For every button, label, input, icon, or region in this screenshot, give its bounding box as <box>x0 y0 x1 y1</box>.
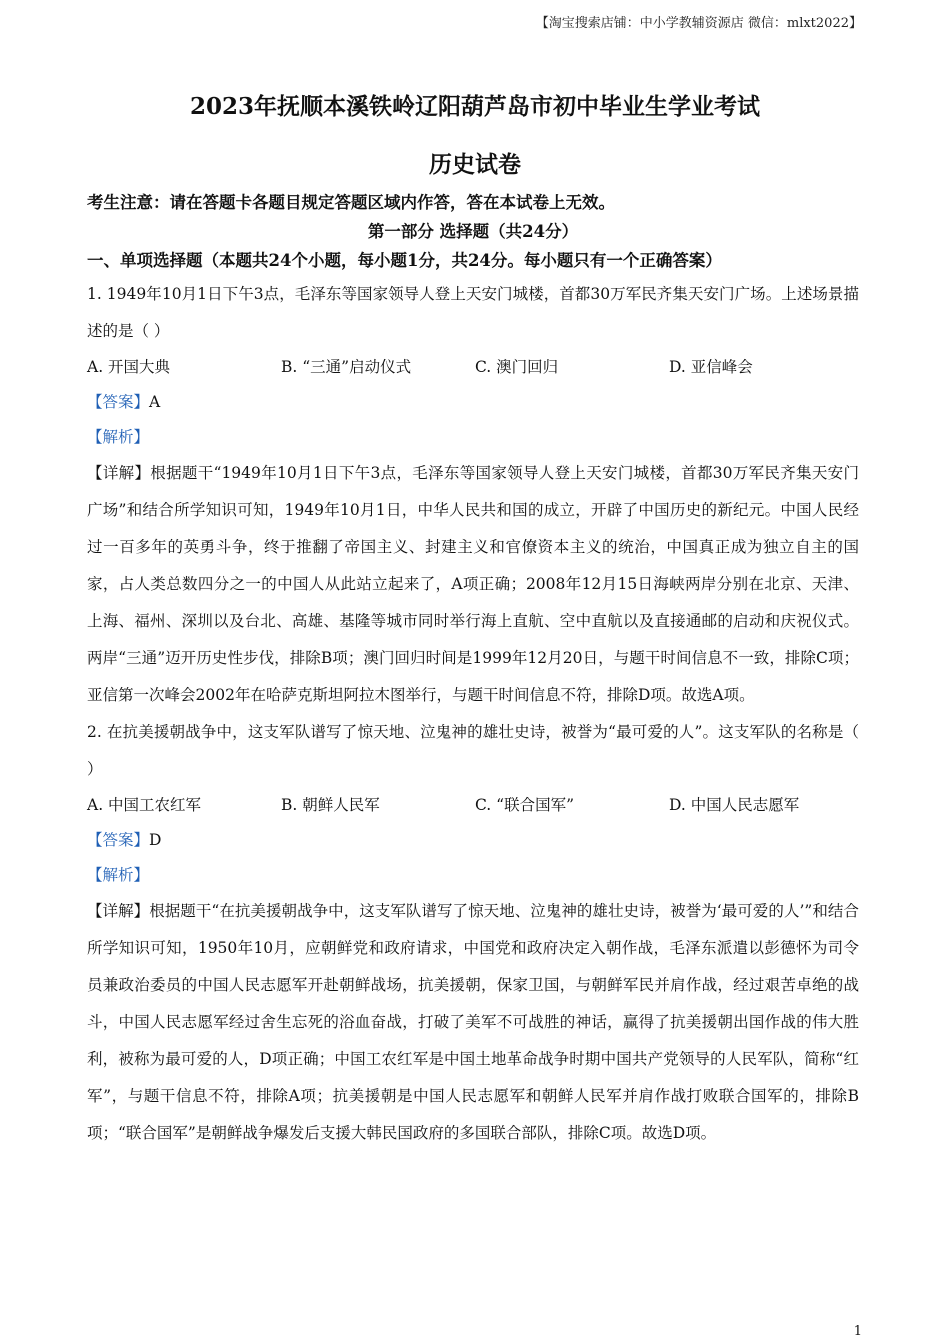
section-title: 一、单项选择题（本题共24个小题，每小题1分，共24分。每小题只有一个正确答案） <box>87 251 722 270</box>
detail-paragraph <box>87 893 859 1152</box>
detail-paragraph <box>87 455 859 714</box>
answer-label: 【答案】 <box>87 393 150 411</box>
option-d: D. 亚信峰会 <box>669 358 753 376</box>
option-a: A. 开国大典 <box>87 358 171 376</box>
question-stem: 1. 1949年10月1日下午3点，毛泽东等国家领导人登上天安门城楼，首都30万军民齐集天安门广场。上述场景描述的是（ ） <box>87 285 859 340</box>
option-a: A. 中国工农红军 <box>87 796 202 814</box>
detail-text: 根据题干“1949年10月1日下午3点，毛泽东等国家领导人登上天安门城楼，首都30万军民齐集天安门广场”和结合所学知识可知，1949年10月1日，中华人民共和国的成立，开辟了中国历史的新纪元。中国人民经过一百多年的英勇斗争，终于推翻了帝国主义、封建主义和官僚资本主义的统治，中国真正成为独立自主的国家，占人类总数四分之一的中国人从此站立起来了，A项正确；2008年12月15日海峡两岸分别在北京、天津、上海、福州、深圳以及台北、高雄、基隆等城市同时举行海上直航、空中直航以及直接通邮的启动和庆祝仪式。两岸“三通”迈开历史性步伐，排除B项；澳门回归时间是1999年12月20日，与题干时间信息不一致，排除C项；亚信第一次峰会2002年在哈萨克斯坦阿拉木图举行，与题干时间信息不符，排除D项。故选A项。 <box>87 464 859 704</box>
answer-line <box>87 823 859 858</box>
option-d: D. 中国人民志愿军 <box>669 796 800 814</box>
option-b: B. 朝鲜人民军 <box>281 796 380 814</box>
detail-label: 【详解】 <box>87 902 150 920</box>
exam-notice: 考生注意：请在答题卡各题目规定答题区域内作答，答在本试卷上无效。 <box>87 193 615 212</box>
document-body <box>87 188 859 1152</box>
options-row <box>87 788 859 823</box>
option-c: C. “联合国军” <box>475 796 575 814</box>
answer-value: A <box>149 393 161 411</box>
page-number: 1 <box>853 1324 862 1339</box>
analysis-label: 【解析】 <box>87 428 150 446</box>
part-title: 第一部分 选择题（共24分） <box>367 222 579 241</box>
exam-subtitle: 历史试卷 <box>429 151 521 178</box>
answer-line <box>87 385 859 420</box>
detail-text: 根据题干“在抗美援朝战争中，这支军队谱写了惊天地、泣鬼神的雄壮史诗，被誉为‘最可爱的人’”和结合所学知识可知，1950年10月，应朝鲜党和政府请求，中国党和政府决定入朝作战，毛泽东派遣以彭德怀为司令员兼政治委员的中国人民志愿军开赴朝鲜战场，抗美援朝，保家卫国，与朝鲜军民并肩作战，经过艰苦卓绝的战斗，中国人民志愿军经过舍生忘死的浴血奋战，打破了美军不可战胜的神话，赢得了抗美援朝出国作战的伟大胜利，被称为最可爱的人，D项正确；中国工农红军是中国土地革命战争时期中国共产党领导的人民军队，简称“红军”，与题干信息不符，排除A项；抗美援朝是中国人民志愿军和朝鲜人民军并肩作战打败联合国军的，排除B项；“联合国军”是朝鲜战争爆发后支援大韩民国政府的多国联合部队，排除C项。故选D项。 <box>87 902 859 1142</box>
question-stem: 2. 在抗美援朝战争中，这支军队谱写了惊天地、泣鬼神的雄壮史诗，被誉为“最可爱的人”。这支军队的名称是（ ） <box>87 723 859 778</box>
question-1 <box>87 276 859 714</box>
detail-label: 【详解】 <box>87 464 151 482</box>
answer-value: D <box>149 831 162 849</box>
exam-title: 2023年抚顺本溪铁岭辽阳葫芦岛市初中毕业生学业考试 <box>189 93 760 120</box>
question-2 <box>87 714 859 1152</box>
analysis-label: 【解析】 <box>87 866 150 884</box>
option-b: B. “三通”启动仪式 <box>281 358 412 376</box>
option-c: C. 澳门回归 <box>475 358 559 376</box>
answer-label: 【答案】 <box>87 831 150 849</box>
options-row <box>87 350 859 385</box>
shop-info-header: 【淘宝搜索店铺：中小学教辅资源店 微信：mlxt2022】 <box>535 16 862 31</box>
